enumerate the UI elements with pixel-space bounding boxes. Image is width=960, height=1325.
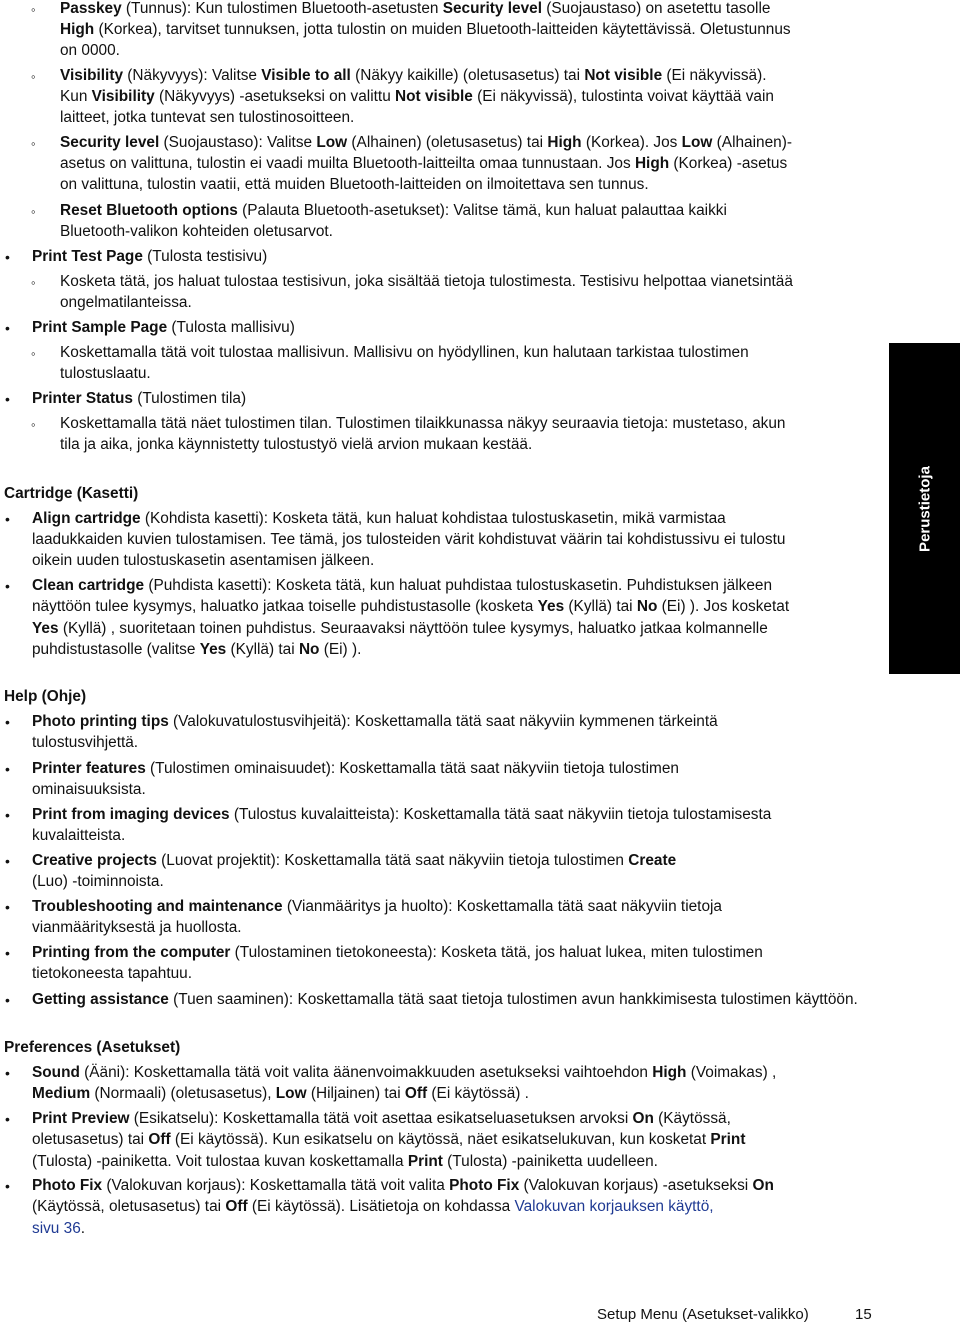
bt-passkey-line-3	[60, 40, 120, 61]
text-run: (Voimakas) ,	[686, 1064, 777, 1081]
text-run: (Tuen saaminen): Koskettamalla tätä saat tietoja tulostimen avun hankkimisesta tulostimen käyttöön.	[168, 991, 858, 1008]
text-run: .	[80, 1220, 86, 1237]
printer-features-line-2	[32, 779, 146, 800]
print-preview-line-1	[32, 1108, 731, 1129]
bold-term: Off	[404, 1085, 428, 1102]
bold-term: No	[636, 598, 658, 615]
bold-term: Reset Bluetooth options	[60, 202, 238, 219]
text-run: on valittuna, tulostin vaatii, että muiden Bluetooth-laitteiden on ilmoitettava sen tunnus.	[60, 176, 649, 193]
help-heading: Help (Ohje)	[4, 688, 87, 705]
bold-term: High	[60, 21, 95, 38]
bold-term: Print	[710, 1131, 746, 1148]
bold-term: Troubleshooting and maintenance	[32, 898, 283, 915]
list-marker: •	[5, 1065, 10, 1081]
bold-term: No	[298, 641, 320, 658]
bold-term: Print from imaging devices	[32, 806, 230, 823]
print-test-page-desc-1	[60, 271, 793, 292]
text-run: (Tulostimen tila)	[132, 390, 247, 407]
bold-term: Photo printing tips	[32, 713, 169, 730]
bold-term: Medium	[32, 1085, 91, 1102]
bt-reset-line-2	[60, 221, 333, 242]
list-marker: •	[5, 249, 10, 265]
text-run: (Tulosta) -painiketta uudelleen.	[442, 1153, 658, 1170]
bt-visibility-line-1	[60, 65, 766, 86]
text-run: (Ei näkyvissä).	[662, 67, 767, 84]
bold-term: Printer Status	[32, 390, 133, 407]
bold-term: Printing from the computer	[32, 944, 231, 961]
bold-term: Visibility	[91, 88, 155, 105]
bold-term: High	[634, 155, 670, 172]
bold-term: Photo Fix	[32, 1177, 103, 1194]
bold-term: Print Preview	[32, 1110, 130, 1127]
list-marker: •	[5, 899, 10, 915]
bold-term: Yes	[32, 620, 59, 637]
list-marker: •	[5, 511, 10, 527]
list-marker: •	[5, 761, 10, 777]
text-run: (Luovat projektit): Koskettamalla tätä saat näkyviin tietoja tulostimen	[156, 852, 629, 869]
text-run: (Korkea) -asetus	[669, 155, 788, 172]
text-run: (Ei käytössä). Kun esikatselu on käytössä, näet esikatselukuvan, kun kosketat	[170, 1131, 711, 1148]
bt-visibility-line-2	[60, 86, 774, 107]
text-run: (Käytössä,	[653, 1110, 731, 1127]
text-run: (Suojaustaso) on asetettu tasolle	[541, 0, 771, 17]
text-run: (Näkyvyys) -asetukseksi on valittu	[154, 88, 396, 105]
text-run: (Puhdista kasetti): Kosketa tätä, kun haluat puhdistaa tulostuskasetin. Puhdistuksen jälkeen	[144, 577, 773, 594]
bold-term: Off	[225, 1198, 248, 1215]
page-number: 15	[855, 1306, 872, 1323]
text-run: oletusasetus) tai	[32, 1131, 149, 1148]
text-run: (Ei käytössä) .	[427, 1085, 529, 1102]
list-marker: ◦	[31, 2, 36, 17]
list-marker: ◦	[31, 275, 36, 290]
bold-term: Visibility	[60, 67, 124, 84]
photo-fix-line-1	[32, 1175, 774, 1196]
text-run: (Normaali) (oletusasetus),	[90, 1085, 276, 1102]
clean-cartridge-line-3	[32, 618, 768, 639]
bold-term: Printer features	[32, 760, 146, 777]
list-marker: •	[5, 807, 10, 823]
align-cartridge-line-3	[32, 550, 374, 571]
printer-status-desc-2	[60, 434, 532, 455]
text-run: (Ei käytössä). Lisätietoja on kohdassa	[247, 1198, 515, 1215]
bt-passkey-line-1	[60, 0, 770, 19]
print-preview-line-2	[32, 1129, 745, 1150]
text-run: tietokoneesta tapahtuu.	[32, 965, 193, 982]
list-marker: •	[5, 1178, 10, 1194]
text-run: on 0000.	[60, 42, 120, 59]
text-run: Kun	[60, 88, 92, 105]
align-cartridge-line-1	[32, 508, 726, 529]
preferences-heading: Preferences (Asetukset)	[4, 1039, 181, 1056]
bt-security-line-1	[60, 132, 792, 153]
text-run: (Hiljainen) tai	[306, 1085, 405, 1102]
text-run: ominaisuuksista.	[32, 781, 146, 798]
bold-term: Low	[316, 134, 348, 151]
text-run: (Tulostaminen tietokoneesta): Kosketa tätä, jos haluat lukea, miten tulostimen	[230, 944, 763, 961]
text-run: (Käytössä, oletusasetus) tai	[32, 1198, 226, 1215]
imaging-devices-line-1	[32, 804, 771, 825]
bold-term: On	[632, 1110, 654, 1127]
bold-term: Yes	[199, 641, 227, 658]
bold-term: Create	[628, 852, 677, 869]
bold-term: Low	[681, 134, 713, 151]
bold-term: Clean cartridge	[32, 577, 145, 594]
bold-term: Visible to all	[261, 67, 351, 84]
text-run: (Kyllä) tai	[564, 598, 637, 615]
text-run: Koskettamalla tätä näet tulostimen tilan. Tulostimen tilaikkunassa näkyy seuraavia tietoja: mustetaso, akun	[60, 415, 786, 432]
bold-term: Not visible	[584, 67, 663, 84]
text-run: (Alhainen) (oletusasetus) tai	[347, 134, 548, 151]
text-run: (Korkea), tarvitset tunnuksen, jotta tulostin on muiden Bluetooth-laitteiden käytettävissä. Oletustunnus	[94, 21, 791, 38]
footer-title: Setup Menu (Asetukset-valikko)	[597, 1306, 809, 1323]
list-marker: •	[5, 945, 10, 961]
bold-term: Yes	[537, 598, 565, 615]
bold-term: Getting assistance	[32, 991, 169, 1008]
text-run: (Ei) ).	[319, 641, 362, 658]
text-run: kuvalaitteista.	[32, 827, 126, 844]
bold-term: Passkey	[60, 0, 122, 17]
text-run: laadukkaiden kuvien tulostamisen. Tee tämä, jos tulosteiden värit kohdistuvat väärin tai kohdistussivu ei tulostu	[32, 531, 786, 548]
print-sample-page-desc-1	[60, 342, 749, 363]
cross-reference-link[interactable]: sivu 36	[32, 1220, 81, 1237]
text-run: asetus on valittuna, tulostin ei vaadi muilta Bluetooth-laitteilta omaa tunnustaan. Jos	[60, 155, 635, 172]
text-run: (Valokuvatulostusvihjeitä): Koskettamalla tätä saat näkyviin kymmenen tärkeintä	[168, 713, 718, 730]
bold-term: Photo Fix	[449, 1177, 520, 1194]
printing-from-computer-line-1	[32, 942, 763, 963]
bold-term: Print Sample Page	[32, 319, 168, 336]
bt-passkey-line-2	[60, 19, 791, 40]
list-marker: ◦	[31, 417, 36, 432]
bold-term: Not visible	[395, 88, 473, 105]
print-test-page-line	[32, 246, 267, 267]
list-marker: •	[5, 578, 10, 594]
bold-term: High	[652, 1064, 687, 1081]
text-run: vianmäärityksestä ja huollosta.	[32, 919, 242, 936]
bold-term: Align cartridge	[32, 510, 141, 527]
bold-term: Print	[407, 1153, 443, 1170]
clean-cartridge-line-4	[32, 639, 361, 660]
text-run: (Ei näkyvissä), tulostinta voivat käyttää vain	[472, 88, 774, 105]
text-run: (Palauta Bluetooth-asetukset): Valitse tämä, kun haluat palauttaa kaikki	[237, 202, 727, 219]
bold-term: Creative projects	[32, 852, 157, 869]
text-run: (Näkyvyys): Valitse	[123, 67, 262, 84]
text-run: (Ääni): Koskettamalla tätä voit valita äänenvoimakkuuden asetukseksi vaihtoehdon	[79, 1064, 653, 1081]
bold-term: Security level	[60, 134, 160, 151]
text-run: (Kyllä) , suoritetaan toinen puhdistus. Seuraavaksi näyttöön tulee kysymys, haluatko jatkaa kolmannelle	[58, 620, 768, 637]
print-sample-page-line	[32, 317, 295, 338]
list-marker: •	[5, 320, 10, 336]
print-test-page-desc-2	[60, 292, 192, 313]
text-run: Bluetooth-valikon kohteiden oletusarvot.	[60, 223, 333, 240]
troubleshooting-line-2	[32, 917, 242, 938]
text-run: Kosketa tätä, jos haluat tulostaa testisivun, joka sisältää tietoja tulostimesta. Testisivu helpottaa vianetsintää	[60, 273, 793, 290]
text-run: tulostusvihjettä.	[32, 734, 139, 751]
text-run: (Valokuvan korjaus): Koskettamalla tätä voit valita	[102, 1177, 450, 1194]
text-run: (Tulosta) -painiketta. Voit tulostaa kuvan koskettamalla	[32, 1153, 408, 1170]
printer-status-line	[32, 388, 246, 409]
text-run: näyttöön tulee kysymys, haluatko jatkaa toiselle puhdistustasolle (kosketa	[32, 598, 538, 615]
bt-reset-line-1	[60, 200, 727, 221]
text-run: (Alhainen)-	[712, 134, 792, 151]
photo-printing-tips-line-2	[32, 732, 138, 753]
align-cartridge-line-2	[32, 529, 785, 550]
printing-from-computer-line-2	[32, 963, 192, 984]
bold-term: On	[752, 1177, 774, 1194]
getting-assistance-line-1	[32, 989, 858, 1010]
list-marker: ◦	[31, 346, 36, 361]
bold-term: Off	[148, 1131, 171, 1148]
photo-fix-line-3	[32, 1218, 85, 1239]
bold-term: High	[547, 134, 582, 151]
photo-printing-tips-line-1	[32, 711, 718, 732]
text-run: (Tulostimen ominaisuudet): Koskettamalla tätä saat näkyviin tietoja tulostimen	[145, 760, 679, 777]
text-run: ongelmatilanteissa.	[60, 294, 192, 311]
list-marker: •	[5, 1111, 10, 1127]
text-run: (Luo) -toiminnoista.	[32, 873, 164, 890]
clean-cartridge-line-1	[32, 575, 772, 596]
text-run: (Tulosta mallisivu)	[167, 319, 295, 336]
list-marker: ◦	[31, 204, 36, 219]
section-side-tab	[889, 343, 960, 674]
list-marker: •	[5, 853, 10, 869]
side-tab-label: Perustietoja	[915, 465, 933, 552]
bold-term: Print Test Page	[32, 248, 143, 265]
list-marker: •	[5, 391, 10, 407]
list-marker: •	[5, 992, 10, 1008]
text-run: puhdistustasolle (valitse	[32, 641, 200, 658]
text-run: (Näkyy kaikille) (oletusasetus) tai	[350, 67, 585, 84]
print-sample-page-desc-2	[60, 363, 151, 384]
cross-reference-link[interactable]: Valokuvan korjauksen käyttö,	[514, 1198, 714, 1215]
creative-projects-line-1	[32, 850, 676, 871]
troubleshooting-line-1	[32, 896, 722, 917]
text-run: (Tunnus): Kun tulostimen Bluetooth-asetusten	[121, 0, 443, 17]
list-marker: ◦	[31, 136, 36, 151]
printer-features-line-1	[32, 758, 679, 779]
text-run: (Kohdista kasetti): Kosketa tätä, kun haluat kohdistaa tulostuskasetin, mikä varmistaa	[140, 510, 726, 527]
text-run: (Vianmääritys ja huolto): Koskettamalla tätä saat näkyviin tietoja	[282, 898, 722, 915]
sound-line-1	[32, 1062, 776, 1083]
text-run: (Suojaustaso): Valitse	[159, 134, 317, 151]
imaging-devices-line-2	[32, 825, 125, 846]
bold-term: Sound	[32, 1064, 80, 1081]
text-run: (Valokuvan korjaus) -asetukseksi	[519, 1177, 753, 1194]
text-run: oikein uuden tulostuskasetin asentamisen jälkeen.	[32, 552, 375, 569]
clean-cartridge-line-2	[32, 596, 789, 617]
bold-term: Low	[275, 1085, 307, 1102]
bold-term: Security level	[442, 0, 542, 17]
printer-status-desc-1	[60, 413, 785, 434]
list-marker: •	[5, 714, 10, 730]
creative-projects-line-2	[32, 871, 164, 892]
text-run: (Ei) ). Jos kosketat	[657, 598, 790, 615]
text-run: tulostuslaatu.	[60, 365, 151, 382]
text-run: (Korkea). Jos	[581, 134, 682, 151]
text-run: (Tulosta testisivu)	[142, 248, 268, 265]
photo-fix-line-2	[32, 1196, 714, 1217]
bt-visibility-line-3	[60, 107, 354, 128]
text-run: (Tulostus kuvalaitteista): Koskettamalla tätä saat näkyviin tietoja tulostamisesta	[229, 806, 772, 823]
text-run: laitteet, jotka tuntevat sen tulostinosoitteen.	[60, 109, 355, 126]
text-run: (Kyllä) tai	[226, 641, 299, 658]
text-run: (Esikatselu): Koskettamalla tätä voit asettaa esikatseluasetuksen arvoksi	[129, 1110, 633, 1127]
list-marker: ◦	[31, 69, 36, 84]
bt-security-line-3	[60, 174, 649, 195]
print-preview-line-3	[32, 1151, 658, 1172]
text-run: Koskettamalla tätä voit tulostaa mallisivun. Mallisivu on hyödyllinen, kun halutaan tarkistaa tulostimen	[60, 344, 749, 361]
cartridge-heading: Cartridge (Kasetti)	[4, 485, 139, 502]
sound-line-2	[32, 1083, 529, 1104]
bt-security-line-2	[60, 153, 787, 174]
text-run: tila ja aika, jonka käynnistetty tulostustyö vielä arvion mukaan kestää.	[60, 436, 533, 453]
